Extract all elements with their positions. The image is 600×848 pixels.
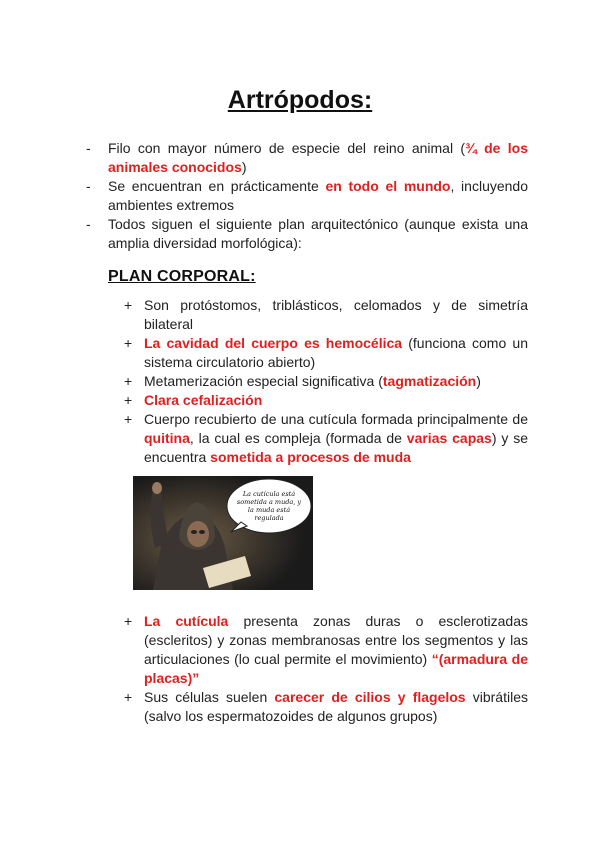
- item-text: vibrátiles (salvo los espermatozoides de algunos grupos): [144, 689, 528, 724]
- bullet-marker: +: [124, 297, 133, 313]
- bullet-marker: -: [86, 140, 91, 156]
- highlighted-text: Clara cefalización: [144, 392, 263, 408]
- item-text: Filo con mayor número de especie del reino animal (: [108, 140, 466, 156]
- bubble-line: la muda está: [247, 506, 291, 514]
- intro-list: [86, 139, 528, 253]
- item-text: ) y se encuentra: [144, 430, 528, 465]
- meme-illustration: [133, 476, 313, 590]
- list-item: [124, 391, 528, 410]
- section-title: PLAN CORPORAL:: [108, 268, 256, 285]
- highlighted-text: quitina: [144, 430, 190, 446]
- list-item: [124, 296, 528, 334]
- highlighted-text: ¾ de los animales conocidos: [108, 140, 528, 175]
- page-title: Artrópodos:: [227, 86, 373, 114]
- meme-image: [133, 476, 313, 590]
- bullet-marker: +: [124, 613, 133, 629]
- item-text: , incluyendo ambientes extremos: [108, 178, 528, 213]
- bubble-line: regulada: [254, 514, 284, 522]
- highlighted-text: sometida a procesos de muda: [210, 449, 411, 465]
- item-text: Metamerización especial significativa (: [144, 373, 383, 389]
- list-item: [124, 372, 528, 391]
- highlighted-text: en todo el mundo: [325, 178, 451, 194]
- bullet-marker: -: [86, 178, 91, 194]
- item-text: ): [476, 373, 481, 389]
- list-item: [124, 612, 528, 688]
- item-text: ): [241, 159, 247, 175]
- bullet-marker: +: [124, 689, 133, 705]
- list-item: [124, 334, 528, 372]
- highlighted-text: La cutícula: [144, 613, 229, 629]
- item-text: Son protóstomos, triblásticos, celomados y de simetría bilateral: [144, 297, 528, 332]
- highlighted-text: carecer de cilios y flagelos: [274, 689, 466, 705]
- list-item: [124, 688, 528, 726]
- bullet-marker: +: [124, 392, 133, 408]
- item-text: (funciona como un sistema circulatorio abierto): [144, 335, 528, 370]
- item-text: presenta zonas duras o esclerotizadas (escleritos) y zonas membranosas entre los segmentos y las articulaciones (lo cual permite el movimiento): [144, 613, 528, 667]
- plan-list: [124, 296, 528, 467]
- item-text: Sus células suelen: [144, 689, 275, 705]
- highlighted-text: “(armadura de placas)”: [144, 651, 528, 686]
- item-text: , la cual es compleja (formada de: [189, 430, 407, 446]
- plan-list-continued: [124, 612, 528, 726]
- highlighted-text: La cavidad del cuerpo es hemocélica: [144, 335, 403, 351]
- bullet-marker: +: [124, 411, 133, 427]
- bullet-marker: +: [124, 373, 133, 389]
- item-text: Todos siguen el siguiente plan arquitectónico (aunque exista una amplia diversidad morfológica):: [108, 216, 528, 251]
- list-item: [86, 215, 528, 253]
- bullet-marker: +: [124, 335, 133, 351]
- list-item: [86, 177, 528, 215]
- item-text: Se encuentran en prácticamente: [108, 178, 326, 194]
- highlighted-text: varias capas: [406, 430, 492, 446]
- item-text: Cuerpo recubierto de una cutícula formada principalmente de: [144, 411, 528, 427]
- bubble-line: La cutícula está: [242, 490, 296, 498]
- bubble-line: sometida a muda, y: [236, 498, 302, 506]
- bullet-marker: -: [86, 216, 91, 232]
- list-item: [124, 410, 528, 467]
- highlighted-text: tagmatización: [382, 373, 477, 389]
- list-item: [86, 139, 528, 177]
